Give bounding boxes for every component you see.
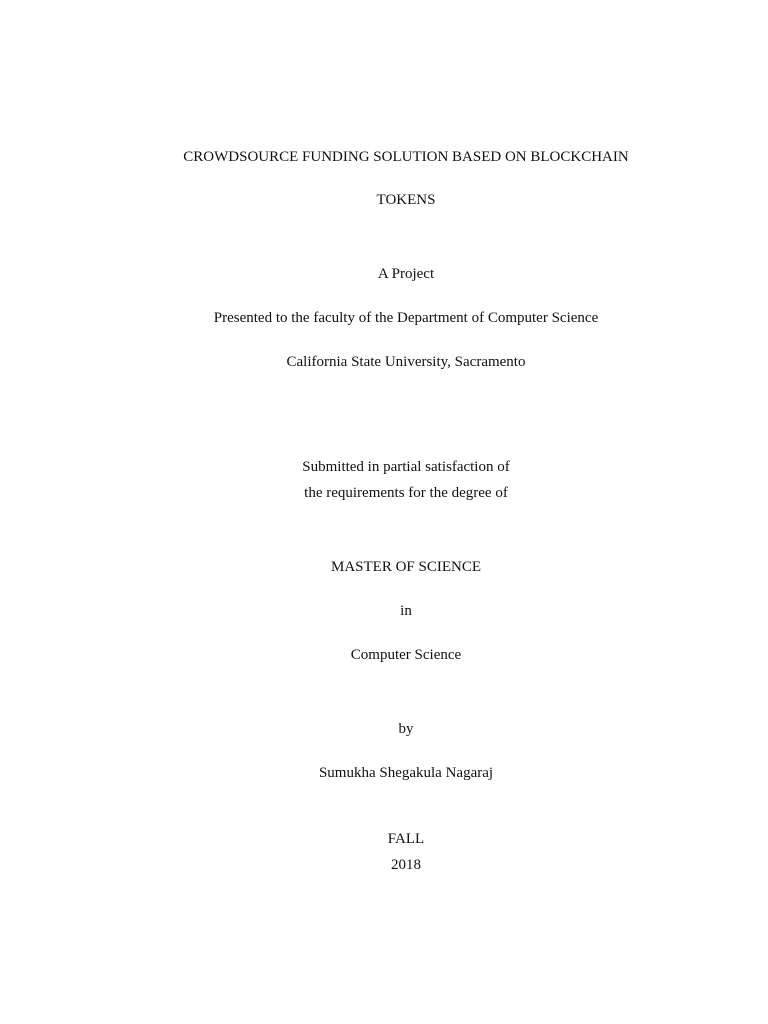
author-by: by: [398, 721, 414, 737]
degree-field: Computer Science: [350, 647, 462, 663]
university-name: California State University, Sacramento: [286, 354, 526, 370]
degree-connector: in: [400, 603, 412, 619]
presented-to: Presented to the faculty of the Department of Computer Science: [213, 310, 599, 326]
author-name: Sumukha Shegakula Nagaraj: [318, 765, 494, 781]
title-line-2: TOKENS: [376, 192, 436, 208]
submission-line-2: the requirements for the degree of: [304, 485, 508, 501]
title-line-1: CROWDSOURCE FUNDING SOLUTION BASED ON BLOCKCHAIN: [183, 149, 629, 165]
degree-name: MASTER OF SCIENCE: [330, 559, 482, 575]
term-year: 2018: [391, 857, 421, 873]
submission-line-1: Submitted in partial satisfaction of: [302, 459, 510, 475]
term-season: FALL: [387, 831, 425, 847]
document-type: A Project: [377, 266, 435, 282]
